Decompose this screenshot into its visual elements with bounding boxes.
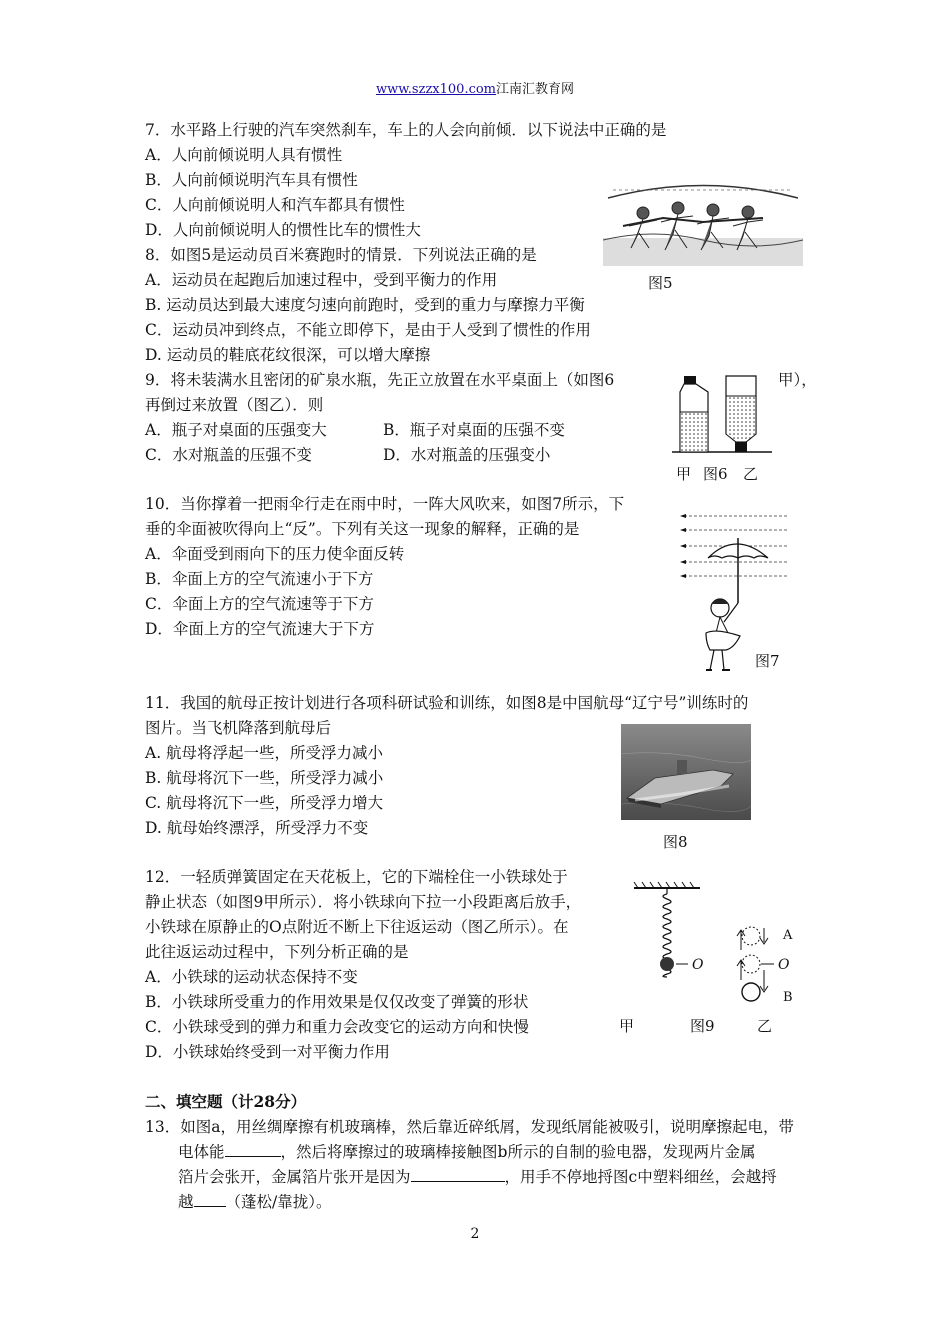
q12-stem-line4: 此往返运动过程中，下列分析正确的是: [145, 943, 409, 961]
site-link[interactable]: www.szzx100.com: [375, 82, 497, 97]
q11-option-d: D. 航母始终漂浮，所受浮力不变: [145, 819, 369, 837]
figure-6-right-label: 乙: [743, 465, 759, 483]
q7-option-c: C．人向前倾说明人和汽车都具有惯性: [145, 196, 405, 214]
q9-stem-line1: 9．将未装满水且密闭的矿泉水瓶，先正立放置在水平桌面上（如图6: [145, 371, 615, 389]
q9-option-b: B．瓶子对桌面的压强不变: [383, 421, 565, 439]
q13-line1: 13．如图a，用丝绸摩擦有机玻璃棒，然后靠近碎纸屑，发现纸屑能被吸引，说明摩擦起电，带: [145, 1118, 794, 1136]
q9-option-c: C．水对瓶盖的压强不变: [145, 446, 312, 464]
page-header: [0, 78, 950, 97]
q11-option-a: A. 航母将浮起一些，所受浮力减小: [145, 744, 384, 762]
q13-line3: [178, 1167, 777, 1187]
q13-line3-end: ，用手不停地捋图c中塑料细丝，会越捋: [504, 1168, 777, 1186]
figure-9-left-label: 甲: [619, 1017, 635, 1035]
q13-line4-start: 越: [178, 1193, 194, 1211]
figure-9-label-a: A: [783, 928, 793, 943]
figure-8-caption: 图8: [663, 833, 688, 851]
figure-6-bottles: [672, 372, 772, 454]
figure-6-left-label: 甲: [676, 465, 692, 483]
figure-6-caption: 图6: [703, 465, 728, 483]
figure-5-caption: 图5: [648, 274, 673, 292]
q12-stem-line2: 静止状态（如图9甲所示）．将小铁球向下拉一小段距离后放手，: [145, 893, 582, 911]
q13-line4-end: （蓬松/靠拢）。: [225, 1193, 332, 1211]
q8-option-d: D. 运动员的鞋底花纹很深，可以增大摩擦: [145, 346, 431, 364]
q13-line3-start: 箔片会张开，金属箔片张开是因为: [178, 1168, 411, 1186]
q9-stem-line1-end: 甲），: [778, 371, 817, 389]
section-2-title: 二、填空题（计28分）: [145, 1092, 307, 1111]
q13-blank-2[interactable]: [411, 1167, 505, 1182]
q10-option-d: D．伞面上方的空气流速大于下方: [145, 620, 375, 638]
q11-stem-line1: 11．我国的航母正按计划进行各项科研试验和训练，如图8是中国航母“辽宁号”训练时的: [145, 694, 749, 712]
figure-9-label-o-left: O: [692, 957, 704, 973]
q12-stem-line1: 12．一轻质弹簧固定在天花板上，它的下端栓住一小铁球处于: [145, 868, 568, 886]
q10-option-a: A．伞面受到雨向下的压力使伞面反转: [145, 545, 405, 563]
q9-stem-line2: 再倒过来放置（图乙）．则: [145, 396, 324, 414]
q13-line4: [178, 1192, 332, 1212]
q9-option-d: D．水对瓶盖的压强变小: [383, 446, 551, 464]
q9-option-a: A．瓶子对桌面的压强变大: [145, 421, 327, 439]
q12-option-d: D．小铁球始终受到一对平衡力作用: [145, 1043, 390, 1061]
q13-line2-start: 电体能: [178, 1143, 225, 1161]
q7-option-a: A．人向前倾说明人具有惯性: [145, 146, 343, 164]
q12-stem-line3: 小铁球在原静止的O点附近不断上下往返运动（图乙所示）。在: [145, 918, 569, 936]
q8-option-b: B. 运动员达到最大速度匀速向前跑时，受到的重力与摩擦力平衡: [145, 296, 585, 314]
q11-option-c: C. 航母将沉下一些，所受浮力增大: [145, 794, 384, 812]
figure-9-label-o-right: O: [778, 957, 790, 973]
q13-blank-3[interactable]: [194, 1192, 226, 1207]
q13-line2: [178, 1142, 755, 1162]
figure-8-carrier-photo: [621, 724, 751, 820]
q10-option-c: C．伞面上方的空气流速等于下方: [145, 595, 374, 613]
figure-5-runners: [603, 178, 803, 266]
q7-option-d: D．人向前倾说明人的惯性比车的惯性大: [145, 221, 421, 239]
q7-stem: 7．水平路上行驶的汽车突然刹车，车上的人会向前倾．以下说法中正确的是: [145, 121, 667, 139]
figure-9-label-b: B: [783, 990, 793, 1005]
q10-stem-line2: 垂的伞面被吹得向上“反”。下列有关这一现象的解释，正确的是: [145, 520, 580, 538]
q12-option-a: A．小铁球的运动状态保持不变: [145, 968, 358, 986]
page-number: 2: [470, 1226, 480, 1242]
q12-option-c: C．小铁球受到的弹力和重力会改变它的运动方向和快慢: [145, 1018, 529, 1036]
q10-option-b: B．伞面上方的空气流速小于下方: [145, 570, 374, 588]
q7-option-b: B．人向前倾说明汽车具有惯性: [145, 171, 358, 189]
q8-option-c: C．运动员冲到终点，不能立即停下，是由于人受到了惯性的作用: [145, 321, 591, 339]
q11-stem-line2: 图片。当飞机降落到航母后: [145, 719, 332, 737]
q12-option-b: B．小铁球所受重力的作用效果是仅仅改变了弹簧的形状: [145, 993, 529, 1011]
q10-stem-line1: 10．当你撑着一把雨伞行走在雨中时，一阵大风吹来，如图7所示，下: [145, 495, 625, 513]
q11-option-b: B. 航母将沉下一些，所受浮力减小: [145, 769, 384, 787]
q8-stem: 8．如图5是运动员百米赛跑时的情景．下列说法正确的是: [145, 246, 537, 264]
q8-option-a: A．运动员在起跑后加速过程中，受到平衡力的作用: [145, 271, 498, 289]
site-name: 江南汇教育网: [496, 82, 575, 97]
q13-line2-end: ，然后将摩擦过的玻璃棒接触图b所示的自制的验电器，发现两片金属: [280, 1143, 756, 1161]
figure-9-right-label: 乙: [757, 1017, 773, 1035]
q13-blank-1[interactable]: [225, 1142, 281, 1157]
figure-9-caption: 图9: [690, 1017, 715, 1035]
figure-7-caption: 图7: [755, 652, 780, 670]
